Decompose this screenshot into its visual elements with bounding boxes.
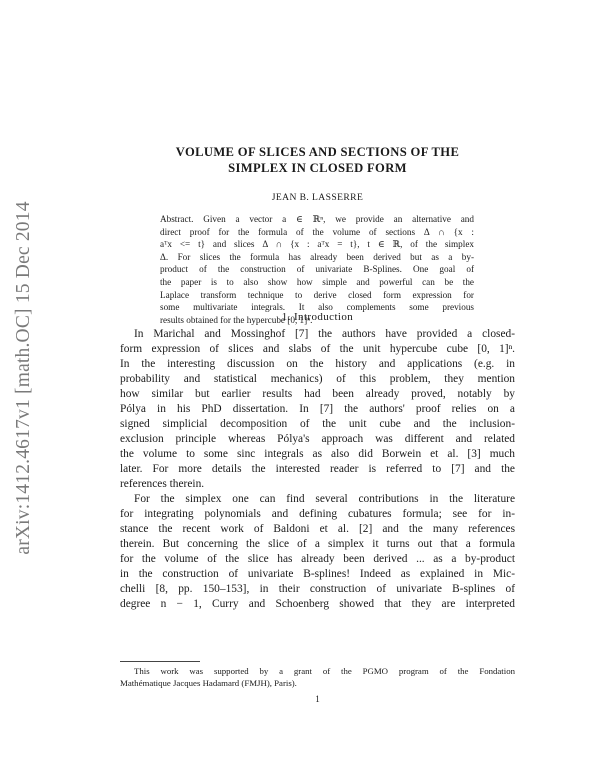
page-number: 1 [315,694,320,704]
body-line: for integrating polynomials and defining cubatures formula; see for in- [120,508,515,520]
body-line: For the simplex one can find several contributions in the literature [134,493,515,505]
abstract-line: results obtained for the hypercube [0, 1]ⁿ. [160,314,313,325]
body-line: probability and statistical mechanics) of this problem, they mention [120,373,515,385]
body-line: references therein. [120,478,205,490]
abstract-line: direct proof for the formula of the volume of sections Δ ∩ {x : [160,226,474,237]
footnote-line: This work was supported by a grant of the PGMO program of the Fondation [134,666,515,676]
abstract-block [160,213,474,326]
abstract-line: the paper is to also show how simple and powerful can be the [160,276,474,287]
paper-title-line-2: SIMPLEX IN CLOSED FORM [228,161,407,175]
body-line: exclusion principle whereas Pólya's approach was different and related [120,433,515,445]
paper-title [120,144,515,176]
body-line: In Marichal and Mossinghof [7] the authors have provided a closed- [134,328,515,340]
abstract-line: some multivariate integrals. It also complements some previous [160,302,474,313]
paper-title-line-1: VOLUME OF SLICES AND SECTIONS OF THE [175,145,460,159]
abstract-line: aᵀx <= t} and slices Δ ∩ {x : aᵀx = t}, t ∈ ℝ, of the simplex [160,239,474,250]
arxiv-identifier-stamp [4,178,44,578]
abstract-line: Δ. For slices the formula has already been derived but as a by- [160,251,474,262]
body-line: signed simplicial decomposition of the unit cube and the inclusion- [120,418,515,430]
abstract-line: Abstract. Given a vector a ∈ ℝⁿ, we provide an alternative and [160,214,474,224]
body-line: chelli [8, pp. 150–153], in their construction of univariate B-splines of [120,583,515,595]
body-line: Pólya in his PhD dissertation. In [7] the authors' proof relies on a [120,403,515,415]
arxiv-identifier-text: arXiv:1412.4617v1 [math.OC] 15 Dec 2014 [13,201,34,555]
footnote-line: Mathématique Jacques Hadamard (FMJH), Paris). [120,678,297,688]
body-line: therein. But concerning the slice of a simplex it turns out that a formula [120,538,515,550]
body-line: the volume to some sinc integrals as also did Borwein et al. [3] much [120,448,515,460]
footnote-divider [120,661,200,662]
body-line: In the interesting discussion on the history and applications (e.g. in [120,358,515,370]
paper-author: JEAN B. LASSERRE [271,192,364,203]
body-line: form expression of slices and slabs of the unit hypercube cube [0, 1]ⁿ. [120,343,515,355]
body-line: degree n − 1, Curry and Schoenberg showed that they are interpreted [120,598,515,610]
footnote [120,665,515,689]
body-line: later. For more details the interested reader is referred to [7] and the [120,463,515,475]
body-line: in the construction of univariate B-splines! Indeed as explained in Mic- [120,568,515,580]
body-line: how similar but earlier results had been already proved, notably by [120,388,515,400]
body-line: for the volume of the slice has already been derived ... as a by-product [120,553,515,565]
section-heading-introduction: 1. Introduction [281,311,354,323]
introduction-body [120,327,515,612]
body-line: stance the recent work of Baldoni et al. [2] and the many references [120,523,515,535]
abstract-line: product of the construction of univariate B-Splines. One goal of [160,264,474,275]
abstract-line: Laplace transform technique to derive closed form expression for [160,289,474,300]
